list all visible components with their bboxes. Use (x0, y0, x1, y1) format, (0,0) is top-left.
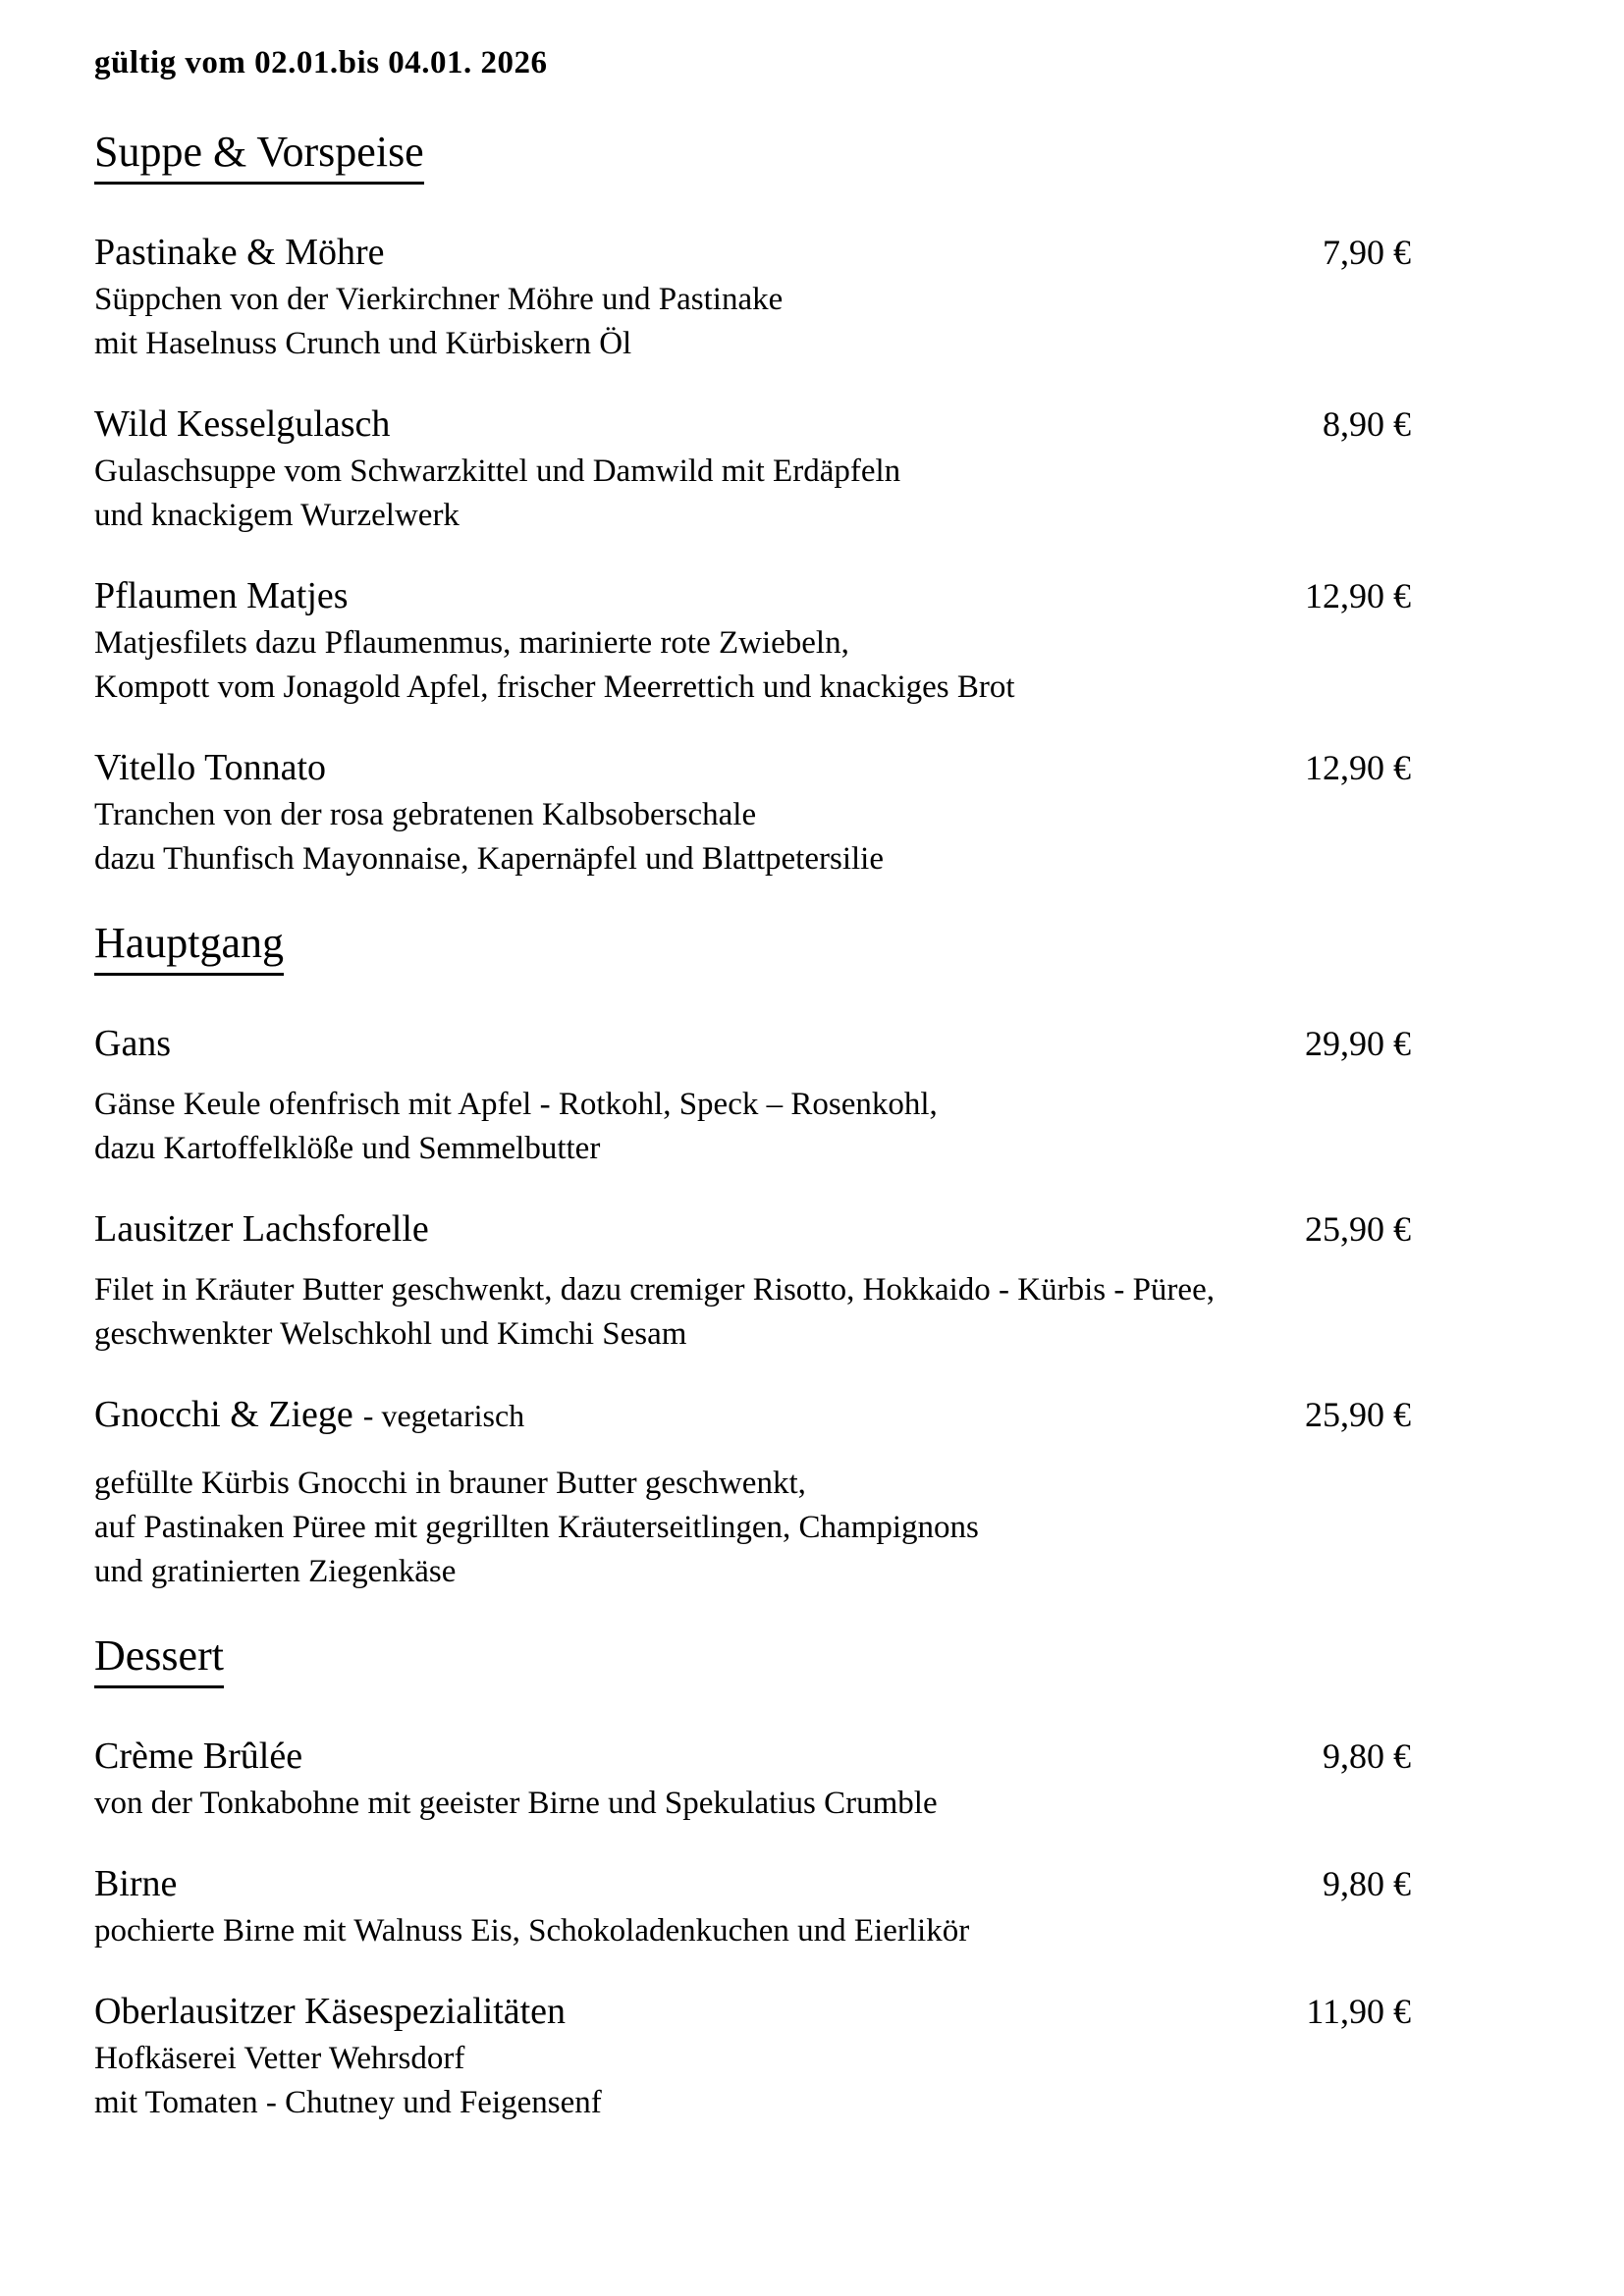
item-name: Pflaumen Matjes (94, 575, 349, 616)
section-soups-starters (94, 126, 1411, 881)
item-name: Oberlausitzer Käsespezialitäten (94, 1991, 567, 2032)
menu-item (94, 401, 1411, 538)
item-name: Lausitzer Lachsforelle (94, 1208, 429, 1250)
item-description-line: auf Pastinaken Püree mit gegrillten Kräuterseitlingen, Champignons (94, 1510, 979, 1545)
section-desserts (94, 1629, 1411, 2125)
section-heading: Hauptgang (94, 917, 1411, 976)
item-price: 11,90 € (1306, 1992, 1411, 2031)
item-description-line: geschwenkter Welschkohl und Kimchi Sesam (94, 1316, 687, 1352)
item-name: Pastinake & Möhre (94, 232, 385, 273)
menu-item (94, 1861, 1411, 1953)
item-description-line: Kompott vom Jonagold Apfel, frischer Meerrettich und knackiges Brot (94, 669, 1015, 705)
item-name: Birne (94, 1863, 178, 1904)
menu-item (94, 1989, 1411, 2125)
item-name: Wild Kesselgulasch (94, 403, 391, 445)
section-heading: Suppe & Vorspeise (94, 126, 1411, 185)
item-description-line: mit Haselnuss Crunch und Kürbiskern Öl (94, 326, 632, 361)
item-price: 9,80 € (1323, 1864, 1411, 1903)
item-description-line: Matjesfilets dazu Pflaumenmus, marinierte rote Zwiebeln, (94, 625, 849, 661)
item-description-line: dazu Kartoffelklöße und Semmelbutter (94, 1131, 601, 1166)
item-price: 7,90 € (1323, 233, 1411, 272)
item-price: 12,90 € (1305, 576, 1411, 615)
menu-item (94, 230, 1411, 366)
item-description-line: und gratinierten Ziegenkäse (94, 1554, 457, 1589)
item-price: 29,90 € (1305, 1024, 1411, 1063)
item-description-line: pochierte Birne mit Walnuss Eis, Schokoladenkuchen und Eierlikör (94, 1913, 970, 1949)
item-price: 25,90 € (1305, 1395, 1411, 1434)
menu-item (94, 1734, 1411, 1826)
item-description-line: Süppchen von der Vierkirchner Möhre und Pastinake (94, 282, 784, 317)
item-description-line: gefüllte Kürbis Gnocchi in brauner Butter geschwenkt, (94, 1466, 806, 1501)
section-heading: Dessert (94, 1629, 1411, 1688)
item-description-line: von der Tonkabohne mit geeister Birne und Spekulatius Crumble (94, 1786, 938, 1821)
item-description-line: Gulaschsuppe vom Schwarzkittel und Damwild mit Erdäpfeln (94, 454, 901, 489)
item-description-line: dazu Thunfisch Mayonnaise, Kapernäpfel und Blattpetersilie (94, 841, 884, 877)
validity-date: gültig vom 02.01.bis 04.01. 2026 (94, 45, 548, 80)
item-price: 9,80 € (1323, 1736, 1411, 1776)
item-description-line: Tranchen von der rosa gebratenen Kalbsoberschale (94, 797, 757, 832)
item-description-line: mit Tomaten - Chutney und Feigensenf (94, 2085, 602, 2120)
item-name: Gans (94, 1023, 172, 1064)
item-description-line: Hofkäserei Vetter Wehrsdorf (94, 2041, 465, 2076)
item-name: Vitello Tonnato (94, 747, 327, 788)
item-name: Crème Brûlée (94, 1735, 303, 1777)
menu-item (94, 745, 1411, 881)
section-main-courses (94, 917, 1411, 1594)
item-name: Gnocchi & Ziege (94, 1394, 353, 1435)
item-price: 25,90 € (1305, 1209, 1411, 1249)
menu-item (94, 1392, 1411, 1594)
menu-item (94, 1021, 1411, 1171)
item-price: 8,90 € (1323, 404, 1411, 444)
item-description-line: Filet in Kräuter Butter geschwenkt, dazu cremiger Risotto, Hokkaido - Kürbis - Püree, (94, 1272, 1215, 1308)
item-description-line: und knackigem Wurzelwerk (94, 498, 460, 533)
menu-item (94, 1206, 1411, 1357)
item-price: 12,90 € (1305, 748, 1411, 787)
menu-item (94, 573, 1411, 710)
item-name-suffix: - vegetarisch (362, 1398, 525, 1433)
item-description-line: Gänse Keule ofenfrisch mit Apfel - Rotkohl, Speck – Rosenkohl, (94, 1087, 938, 1122)
